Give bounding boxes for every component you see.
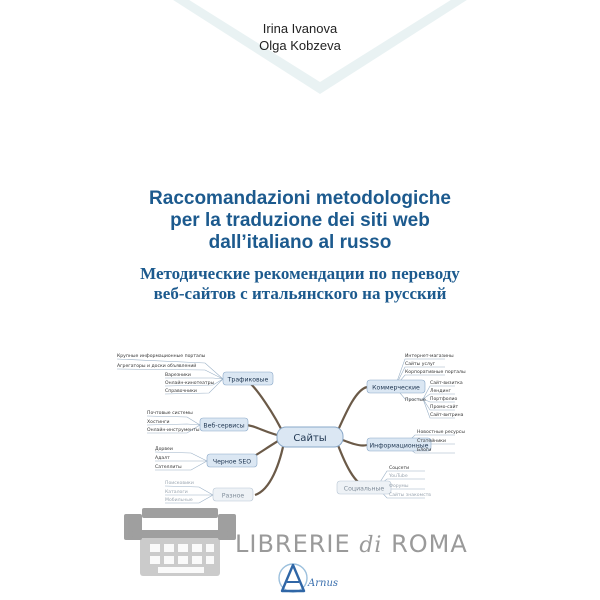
title-italian-line-1: Raccomandazioni metodologiche <box>149 188 451 209</box>
mindmap-node-left-2-label: Веб-сервисы <box>203 422 245 430</box>
leaf-right-2-2: Статейники <box>417 439 446 444</box>
authors <box>0 20 600 54</box>
mindmap-center-label: Сайты <box>293 433 327 444</box>
leaf-right-1-sub-2: Лендинг <box>430 389 451 394</box>
imprint-name: Arnus <box>308 578 339 589</box>
title-italian <box>70 188 530 254</box>
publisher-name-city: ROMA <box>391 530 468 558</box>
mindmap-node-left-4-label: Разное <box>221 492 245 500</box>
leaf-right-3-4: Сайты знакомств <box>389 493 431 498</box>
mindmap-node-left-3-label: Черное SEO <box>212 458 252 466</box>
leaf-left-2-2: Хостинги <box>147 420 170 425</box>
author-2: Olga Kobzeva <box>259 38 341 53</box>
leaf-left-2-1: Почтовые системы <box>147 411 193 416</box>
leaf-left-3-1: Дорвеи <box>155 447 173 452</box>
title-italian-line-3: dall’italiano al russo <box>208 232 392 253</box>
mindmap-node-left-1-label: Трафиковые <box>227 376 269 384</box>
leaf-left-2-3: Онлайн-инструменты <box>147 428 200 433</box>
publisher-name-main: LIBRERIE <box>235 530 351 558</box>
mindmap-node-right-3-label: Социальные <box>343 485 385 493</box>
leaf-left-1-1: Крупные информационные порталы <box>117 354 206 359</box>
title-russian <box>60 264 540 304</box>
leaf-left-4-2: Каталоги <box>165 490 188 495</box>
leaf-right-1-sub-3: Портфолио <box>430 397 458 402</box>
leaf-left-3-3: Сателлиты <box>155 465 182 470</box>
mindmap-node-right-2-label: Информационные <box>369 442 429 450</box>
leaf-right-1-sub-5: Сайт-витрина <box>430 413 464 418</box>
leaf-left-4-1: Поисковики <box>165 481 194 486</box>
title-italian-line-2: per la traduzione dei siti web <box>170 210 430 231</box>
leaf-right-1-sub-1: Сайт-визитка <box>430 381 463 386</box>
leaf-right-3-1: Соцсети <box>389 466 410 471</box>
leaf-right-1-3: Корпоративные порталы <box>405 370 466 375</box>
leaf-right-2-1: Новостные ресурсы <box>417 430 465 435</box>
publisher-name <box>235 530 495 558</box>
branch-left-1 <box>245 379 285 437</box>
leaf-right-3-2: YouTube <box>389 474 408 479</box>
leaf-left-3-2: Адалт <box>155 456 170 461</box>
author-1: Irina Ivanova <box>262 21 338 36</box>
leaf-left-4-3: Мобильные <box>165 498 193 503</box>
leaf-right-1-sub-label: Простые <box>405 398 426 403</box>
leaf-right-2-3: Блоги <box>417 448 432 453</box>
leaf-left-1-3: Варезники <box>165 373 191 378</box>
leaf-right-1-2: Сайты услуг <box>405 362 436 367</box>
title-russian-line-2: веб-сайтов с итальянского на русский <box>153 284 447 303</box>
leaf-right-3-3: Форумы <box>389 484 409 489</box>
title-russian-line-1: Методические рекомендации по переводу <box>140 264 460 283</box>
leaf-left-1-4: Онлайн-кинотеатры <box>165 381 215 386</box>
leaf-left-1-5: Справочники <box>165 389 197 394</box>
typewriter-icon <box>124 508 236 576</box>
leaf-right-1-1: Интернет-магазины <box>405 354 454 359</box>
mindmap-node-right-1-label: Коммерческие <box>372 384 420 392</box>
leaf-left-1-2: Агрегаторы и доски объявлений <box>117 364 197 369</box>
leaf-right-1-sub-4: Промо-сайт <box>430 405 459 410</box>
publisher-name-di: di <box>359 533 383 558</box>
